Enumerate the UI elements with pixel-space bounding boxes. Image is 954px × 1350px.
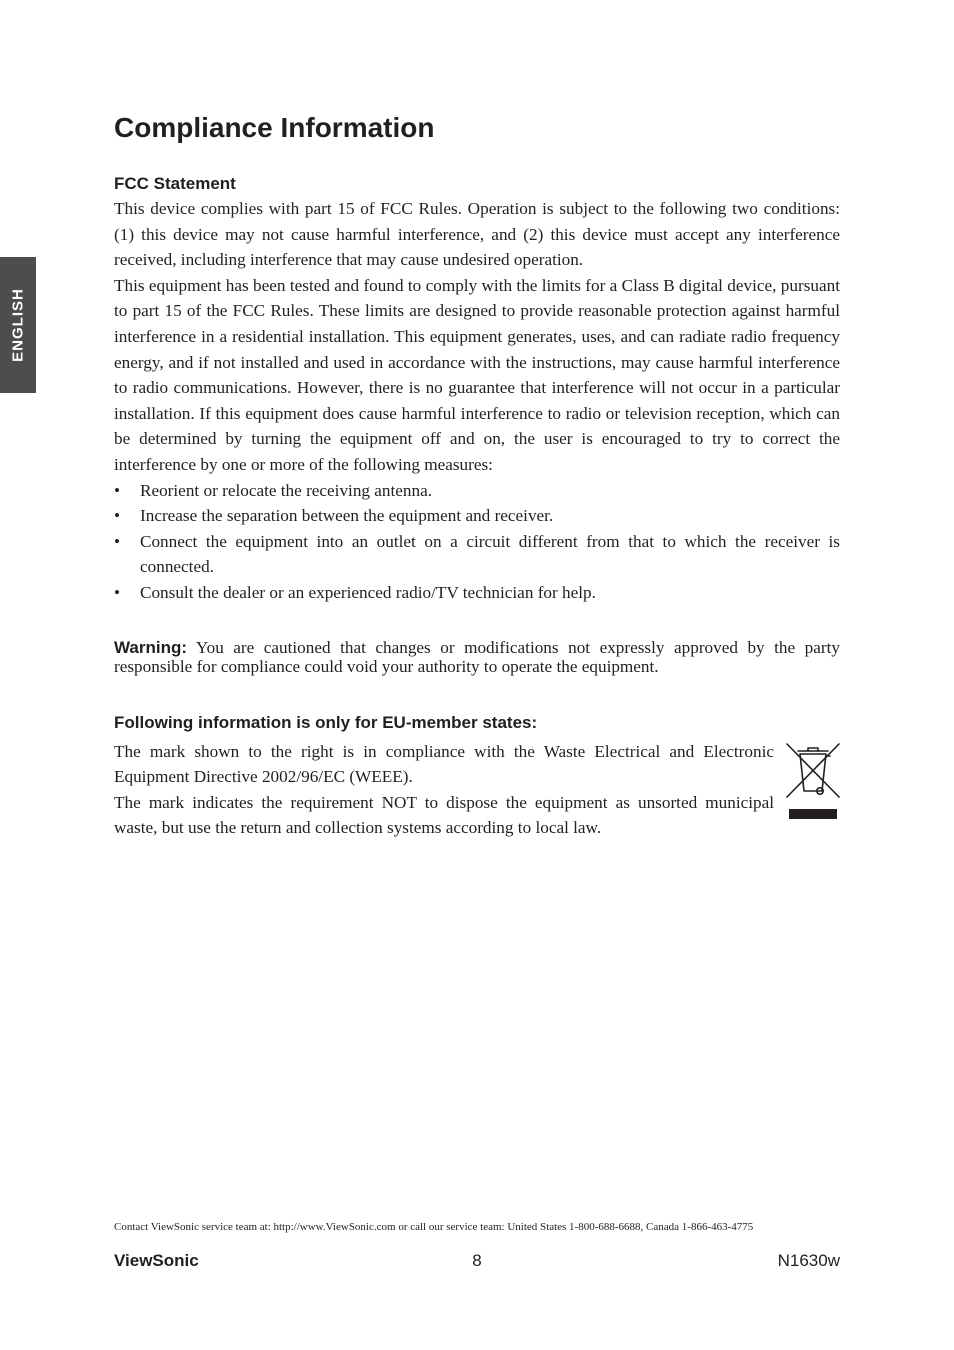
eu-paragraph-1: The mark shown to the right is in compliance with the Waste Electrical and Electronic Equipment Directive 2002/96/EC (WEEE).	[114, 741, 774, 787]
list-item-text: Increase the separation between the equipment and receiver.	[140, 506, 554, 526]
main-content	[114, 108, 840, 841]
language-tab-label: ENGLISH	[9, 288, 27, 362]
fcc-paragraph-2: This equipment has been tested and found to comply with the limits for a Class B digital device, pursuant to part 15 of the FCC Rules. These limits are designed to provide reasonable protection against harmful interference in a residential installation. This equipment generates, uses, and can radiate radio frequency energy, and if not installed and used in accordance with the instructions, may cause harmful interference to radio communications. However, there is no guarantee that interference will not occur in a particular installation. If this equipment does cause harmful interference to radio or television reception, which can be determined by turning the equipment off and on, the user is encouraged to try to correct the interference by one or more of the following measures:	[114, 275, 840, 474]
page-number: 8	[472, 1251, 482, 1270]
list-item	[114, 503, 840, 529]
bullet: •	[114, 480, 121, 500]
list-item-text: Connect the equipment into an outlet on a circuit different from that to which the receiver is connected.	[140, 531, 840, 577]
list-item-text: Consult the dealer or an experienced radio/TV technician for help.	[140, 582, 596, 602]
crossed-out-wheelie-bin-icon	[784, 741, 842, 819]
warning-paragraph	[114, 638, 840, 676]
bullet: •	[114, 506, 121, 526]
measures-list	[114, 478, 840, 606]
eu-section	[114, 739, 840, 841]
eu-paragraph-2: The mark indicates the requirement NOT to dispose the equipment as unsorted municipal waste, but use the return and collection systems according to local law.	[114, 792, 774, 838]
list-item	[114, 529, 840, 580]
warning-label: Warning:	[114, 637, 188, 657]
footer-model: N1630w	[777, 1251, 840, 1270]
bullet: •	[114, 531, 121, 551]
fcc-heading: FCC Statement	[114, 174, 236, 193]
bullet: •	[114, 582, 121, 602]
eu-heading: Following information is only for EU-member states:	[114, 712, 538, 732]
footer-contact-text: Contact ViewSonic service team at: http://www.ViewSonic.com or call our service team: United States 1-800-688-6688, Canada 1-866-463-4775	[114, 1221, 754, 1233]
page-title: Compliance Information	[114, 112, 435, 143]
fcc-paragraph-1: This device complies with part 15 of FCC Rules. Operation is subject to the following two conditions: (1) this device may not cause harmful interference, and (2) this device must accept any interference received, including interference that may cause undesired operation.	[114, 199, 840, 270]
page-footer	[114, 1250, 840, 1272]
language-tab	[0, 257, 36, 393]
list-item	[114, 478, 840, 504]
list-item-text: Reorient or relocate the receiving antenna.	[140, 480, 433, 500]
warning-text: You are cautioned that changes or modifications not expressly approved by the party responsible for compliance could void your authority to operate the equipment.	[114, 637, 840, 676]
list-item	[114, 580, 840, 606]
footer-brand: ViewSonic	[114, 1251, 199, 1270]
